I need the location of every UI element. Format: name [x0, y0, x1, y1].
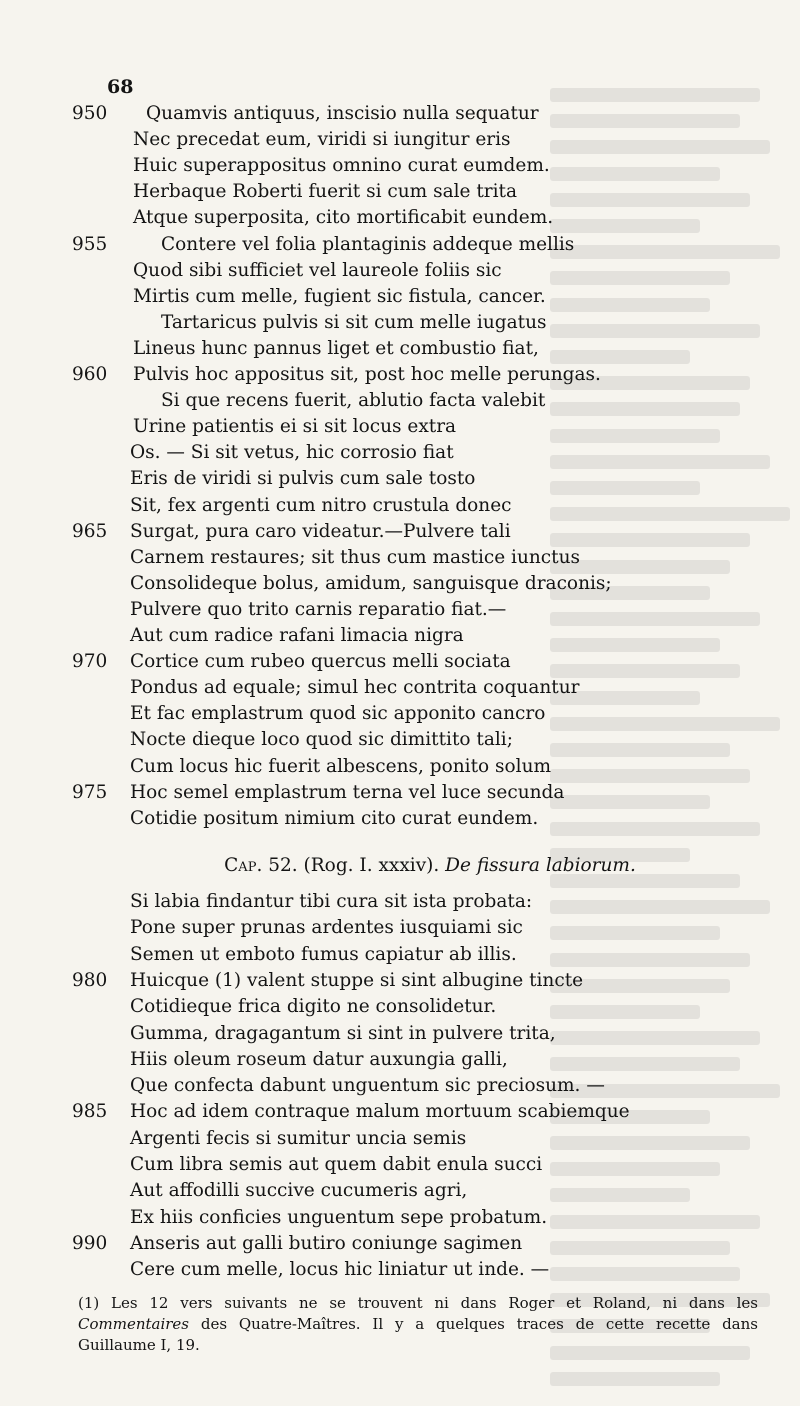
- verse-text: Pulvere quo trito carnis reparatio fiat.—: [130, 598, 507, 620]
- verse-text: Cotidieque frica digito ne consolidetur.: [130, 996, 497, 1018]
- verse-line: [0, 414, 800, 440]
- line-number: 980: [72, 969, 108, 991]
- verse-text: Aut cum radice rafani limacia nigra: [130, 625, 464, 646]
- verse-line: [0, 284, 800, 310]
- verse-line: [0, 623, 800, 649]
- verse-line: [0, 806, 800, 832]
- verse-text: Que confecta dabunt unguentum sic preciosum. —: [130, 1075, 605, 1097]
- verse-text: Urine patientis ei si sit locus extra: [133, 416, 457, 438]
- verse-line: [0, 1231, 800, 1257]
- verse-line: [0, 545, 800, 571]
- verse-line: [0, 388, 800, 414]
- verse-line: [0, 1073, 800, 1099]
- verse-text: Lineus hunc pannus liget et combustio fiat,: [133, 337, 539, 359]
- verse-line: [0, 754, 800, 780]
- verse-line: [0, 466, 800, 492]
- verse-line: [0, 127, 800, 153]
- line-number: 960: [72, 364, 108, 385]
- verse-line: [0, 915, 800, 941]
- verse-line: [0, 493, 800, 519]
- verse-text: Ex hiis conficies unguentum sepe probatum.: [130, 1206, 548, 1228]
- verse-line: [0, 649, 800, 675]
- verse-text: Pondus ad equale; simul hec contrita coquantur: [130, 677, 580, 699]
- verse-text: Gumma, dragagantum si sint in pulvere trita,: [130, 1022, 556, 1044]
- line-number: 990: [72, 1232, 108, 1254]
- verse-line: [0, 1099, 800, 1125]
- verse-line: [0, 571, 800, 597]
- verse-text: Et fac emplastrum quod sic apponito cancro: [130, 703, 546, 725]
- verse-line: [0, 1126, 800, 1152]
- verse-text: Nocte dieque loco quod sic dimittito tali;: [130, 729, 513, 751]
- verse-text: Quod sibi sufficiet vel laureole foliis sic: [133, 259, 502, 281]
- verse-text: Huic superappositus omnino curat eumdem.: [133, 155, 550, 177]
- bleed-line: [550, 1372, 720, 1386]
- verse-text: Cum libra semis aut quem dabit enula succi: [130, 1154, 543, 1175]
- verse-text: Carnem restaures; sit thus cum mastice iunctus: [130, 546, 580, 568]
- verse-line: [0, 258, 800, 284]
- verse-text: Consolideque bolus, amidum, sanguisque draconis;: [130, 572, 612, 594]
- verse-text: Nec precedat eum, viridi si iungitur eris: [133, 129, 511, 151]
- verse-text: Sit, fex argenti cum nitro crustula donec: [130, 494, 512, 516]
- verse-line: [0, 101, 800, 127]
- verse-text: Cere cum melle, locus hic liniatur ut inde. —: [130, 1259, 550, 1281]
- verse-line: [0, 780, 800, 806]
- verse-line: [0, 994, 800, 1020]
- verse-line: [0, 1152, 800, 1178]
- chapter-reference: (Rog. I. xxxiv).: [303, 855, 440, 876]
- line-number: 965: [72, 520, 108, 542]
- footnote-text-end: des Quatre-Maîtres. Il y a quelques traces de cette recette dans Guillaume I, 19.: [78, 1315, 758, 1354]
- bleed-line: [550, 88, 760, 102]
- verse-line: [0, 727, 800, 753]
- line-number: 955: [72, 233, 108, 255]
- verse-text: Os. — Si sit vetus, hic corrosio fiat: [130, 442, 454, 464]
- line-number: 950: [72, 103, 108, 124]
- verse-line: [0, 1257, 800, 1283]
- chapter-number: Cap. 52.: [224, 855, 298, 876]
- verse-text: Aut affodilli succive cucumeris agri,: [130, 1180, 468, 1202]
- line-number: 985: [72, 1101, 108, 1123]
- verse-line: [0, 1021, 800, 1047]
- footnote-italic-title: Commentaires: [78, 1315, 190, 1333]
- verse-text: Hoc semel emplastrum terna vel luce secunda: [130, 781, 565, 803]
- verse-text: Contere vel folia plantaginis addeque mellis: [161, 233, 575, 255]
- verse-line: [0, 232, 800, 258]
- verse-line: [0, 1178, 800, 1204]
- verse-line: [0, 701, 800, 727]
- verse-line: [0, 362, 800, 388]
- verse-line: [0, 310, 800, 336]
- verse-text: Pone super prunas ardentes iusquiami sic: [130, 917, 523, 939]
- verse-line: [0, 889, 800, 915]
- verse-line: [0, 968, 800, 994]
- verse-text: Si que recens fuerit, ablutio facta valebit: [161, 390, 546, 412]
- verse-line: [0, 179, 800, 205]
- chapter-title: De fissura labiorum.: [445, 855, 636, 876]
- verse-text: Mirtis cum melle, fugient sic fistula, cancer.: [133, 285, 546, 307]
- page-number: 68: [107, 76, 134, 98]
- verse-text: Surgat, pura caro videatur.—Pulvere tali: [130, 520, 511, 542]
- footnote-text-start: (1) Les 12 vers suivants ne se trouvent ni dans Roger et Roland, ni dans les: [78, 1294, 758, 1312]
- verse-line: [0, 597, 800, 623]
- verse-text: Atque superposita, cito mortificabit eundem.: [133, 207, 554, 229]
- verse-line: [0, 942, 800, 968]
- verse-line: [0, 675, 800, 701]
- verse-text: Si labia findantur tibi cura sit ista probata:: [130, 891, 533, 912]
- verse-text: Argenti fecis si sumitur uncia semis: [130, 1127, 467, 1149]
- line-number: 970: [72, 651, 108, 673]
- verse-text: Herbaque Roberti fuerit si cum sale trita: [133, 181, 518, 203]
- verse-line: [0, 205, 800, 231]
- verse-text: Hoc ad idem contraque malum mortuum scabiemque: [130, 1101, 630, 1123]
- verse-text: Quamvis antiquus, inscisio nulla sequatur: [146, 103, 539, 124]
- verse-text: Cotidie positum nimium cito curat eundem.: [130, 807, 539, 829]
- verse-line: [0, 519, 800, 545]
- verse-text: Pulvis hoc appositus sit, post hoc melle perungas.: [133, 364, 601, 385]
- verse-text: Tartaricus pulvis si sit cum melle iugatus: [161, 311, 547, 333]
- chapter-heading: [0, 852, 800, 880]
- verse-text: Hiis oleum roseum datur auxungia galli,: [130, 1048, 508, 1070]
- line-number: 975: [72, 781, 108, 803]
- footnote: [78, 1293, 758, 1356]
- verse-line: [0, 336, 800, 362]
- verse-text: Cortice cum rubeo quercus melli sociata: [130, 651, 511, 673]
- verse-line: [0, 1205, 800, 1231]
- verse-line: [0, 440, 800, 466]
- verse-text: Anseris aut galli butiro coniunge sagimen: [130, 1232, 523, 1254]
- verse-text: Semen ut emboto fumus capiatur ab illis.: [130, 943, 517, 965]
- verse-line: [0, 153, 800, 179]
- verse-text: Huicque (1) valent stuppe si sint albugine tincte: [130, 969, 584, 991]
- verse-line: [0, 1047, 800, 1073]
- verse-text: Cum locus hic fuerit albescens, ponito solum: [130, 755, 552, 777]
- verse-text: Eris de viridi si pulvis cum sale tosto: [130, 468, 476, 490]
